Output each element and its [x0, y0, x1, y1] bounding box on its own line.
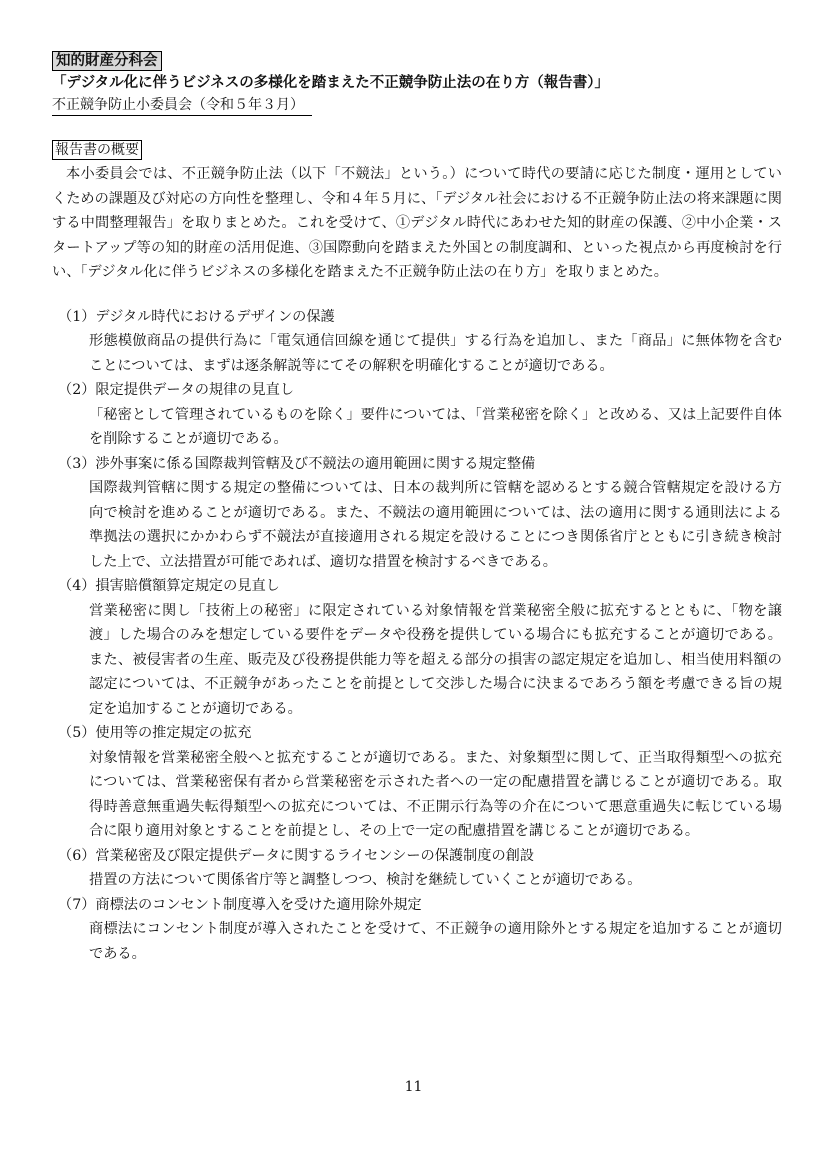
document-page [52, 50, 782, 966]
section-tag: 知的財産分科会 [52, 51, 162, 71]
item-body: 国際裁判管轄に関する規定の整備については、日本の裁判所に管轄を認めるとする競合管轄規定を設ける方向で検討を進めることが適切である。また、不競法の適用範囲については、法の適用に関する通則法による準拠法の選択にかかわらず不競法が直接適用される規定を設けることにつき関係省庁とともに引き続き検討した上で、立法措置が可能であれば、適切な措置を検討するべきである。 [89, 480, 782, 570]
item-heading: （3）渉外事案に係る国際裁判管轄及び不競法の適用範囲に関する規定整備 [58, 455, 536, 472]
item-heading: （2）限定提供データの規律の見直し [58, 382, 295, 398]
committee-subtitle: 不正競争防止小委員会（令和５年３月） [52, 95, 312, 116]
list-item [52, 844, 782, 893]
list-item [52, 378, 782, 452]
item-heading: （1）デジタル時代におけるデザインの保護 [58, 308, 335, 325]
item-body: 形態模倣商品の提供行為に「電気通信回線を通じて提供」する行為を追加し、また「商品」に無体物を含むことについては、まずは逐条解説等にてその解釈を明確化することが適切である。 [89, 333, 782, 374]
overview-text: 本小委員会では、不正競争防止法（以下「不競法」という。）について時代の要請に応じた制度・運用としていくための課題及び対応の方向性を整理し、令和４年５月に、「デジタル社会における不正競争防止法の将来課題に関する中間整理報告」を取りまとめた。これを受けて、①デジタル時代にあわせた知的財産の保護、②中小企業・スタートアップ等の知的財産の活用促進、③国際動向を踏まえた外国との制度調和、といった視点から再度検討を行い、「デジタル化に伴うビジネスの多様化を踏まえた不正競争防止法の在り方」を取りまとめた。 [52, 166, 782, 280]
page-number: 11 [404, 1079, 423, 1095]
item-body: 対象情報を営業秘密全般へと拡充することが適切である。また、対象類型に関して、正当取得類型への拡充については、営業秘密保有者から営業秘密を示された者への一定の配慮措置を講じることが適切である。取得時善意無重過失転得類型への拡充については、不正開示行為等の介在について悪意重過失に転じている場合に限り適用対象とすることを前提とし、その上で一定の配慮措置を講じることが適切である。 [89, 749, 782, 839]
item-body: 「秘密として管理されているものを除く」要件については、「営業秘密を除く」と改める、又は上記要件自体を削除することが適切である。 [89, 406, 782, 447]
item-body: 営業秘密に関し「技術上の秘密」に限定されている対象情報を営業秘密全般に拡充するとともに、「物を譲渡」した場合のみを想定している要件をデータや役務を提供している場合にも拡充することが適切である。また、被侵害者の生産、販売及び役務提供能力等を超える部分の損害の認定規定を追加し、相当使用料額の認定については、不正競争があったことを前提として交渉した場合に決まるであろう額を考慮できる旨の規定を追加することが適切である。 [89, 602, 782, 717]
item-heading: （7）商標法のコンセント制度導入を受けた適用除外規定 [58, 896, 422, 913]
list-item [52, 574, 782, 721]
item-heading: （5）使用等の推定規定の拡充 [58, 725, 252, 741]
overview-label: 報告書の概要 [52, 140, 142, 160]
item-body: 措置の方法について関係省庁等と調整しつつ、検討を継続していくことが適切である。 [89, 872, 642, 888]
list-item [52, 721, 782, 844]
item-body: 商標法にコンセント制度が導入されたことを受けて、不正競争の適用除外とする規定を追加することが適切である。 [89, 921, 782, 962]
item-heading: （6）営業秘密及び限定提供データに関するライセンシーの保護制度の創設 [58, 847, 535, 864]
list-item [52, 305, 782, 379]
list-item [52, 452, 782, 575]
list-item [52, 893, 782, 967]
item-heading: （4）損害賠償額算定規定の見直し [58, 578, 280, 594]
report-title: 「デジタル化に伴うビジネスの多様化を踏まえた不正競争防止法の在り方（報告書）」 [52, 75, 609, 91]
item-list [52, 305, 782, 967]
